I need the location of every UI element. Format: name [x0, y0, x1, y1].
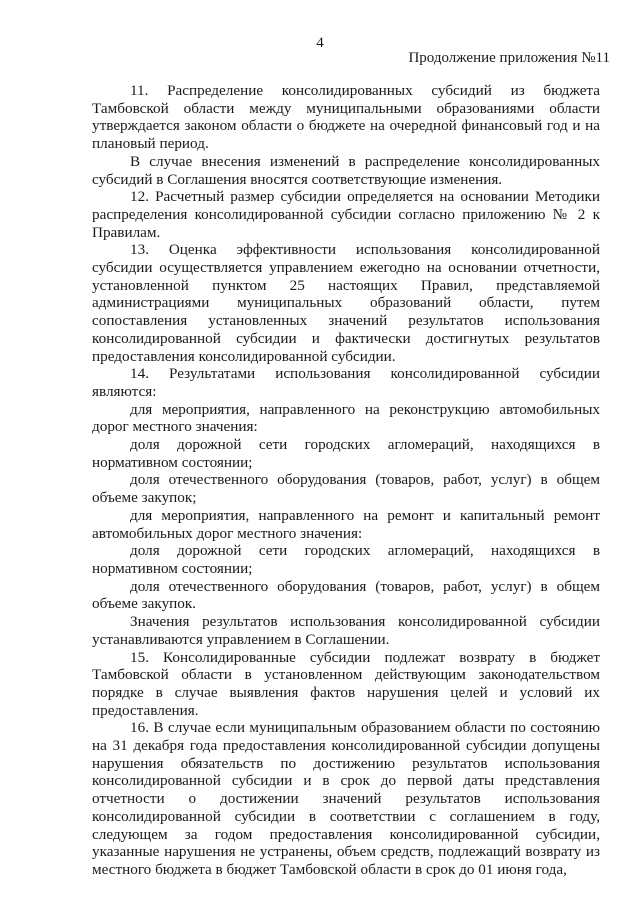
paragraph-15: 15. Консолидированные субсидии подлежат возврату в бюджет Тамбовской области в установленном действующим законодательством порядке в случае выявления фактов нарушения целей и условий их предоставления. — [92, 648, 600, 719]
list-item-repair: для мероприятия, направленного на ремонт и капитальный ремонт автомобильных дорог местного значения: — [92, 506, 600, 542]
paragraph-11: 11. Распределение консолидированных субсидий из бюджета Тамбовской области между муниципальными образованиями области утверждается законом области о бюджете на очередной финансовый год и на плановый период. — [92, 82, 600, 153]
list-item-reconstruction: для мероприятия, направленного на реконструкцию автомобильных дорог местного значения: — [92, 400, 600, 436]
paragraph-16: 16. В случае если муниципальным образованием области по состоянию на 31 декабря года предоставления консолидированной субсидии допущены нарушения обязательств по достижению результатов использования консолидированной субсидии и в срок до первой даты представления отчетности о достижении значений результатов использования консолидированной субсидии в соответствии с соглашением в году, следующем за годом предоставления консолидированной субсидии, указанные нарушения не устранены, объем средств, подлежащий возврату из местного бюджета в бюджет Тамбовской области в срок до 01 июня года, — [92, 719, 600, 878]
paragraph-14: 14. Результатами использования консолидированной субсидии являются: — [92, 365, 600, 400]
paragraph-result-values: Значения результатов использования консолидированной субсидии устанавливаются управлением в Соглашении. — [92, 613, 600, 648]
list-item-road-share-2: доля дорожной сети городских агломераций, находящихся в нормативном состоянии; — [92, 542, 600, 577]
list-item-equipment-share-1: доля отечественного оборудования (товаров, работ, услуг) в общем объеме закупок; — [92, 471, 600, 507]
paragraph-11-amendments: В случае внесения изменений в распределение консолидированных субсидий в Соглашения вносятся соответствующие изменения. — [92, 152, 600, 188]
paragraph-12: 12. Расчетный размер субсидии определяется на основании Методики распределения консолидированной субсидии согласно приложению № 2 к Правилам. — [92, 188, 600, 241]
appendix-title: Продолжение приложения №11 — [408, 50, 610, 66]
list-item-equipment-share-2: доля отечественного оборудования (товаров, работ, услуг) в общем объеме закупок. — [92, 577, 600, 613]
page-number: 4 — [316, 35, 324, 51]
list-item-road-share-1: доля дорожной сети городских агломераций, находящихся в нормативном состоянии; — [92, 436, 600, 471]
paragraph-13: 13. Оценка эффективности использования консолидированной субсидии осуществляется управлением ежегодно на основании отчетности, установленной пунктом 25 настоящих Правил, представляемой администрациями муниципальных образований области, путем сопоставления установленных значений результатов использования консолидированной субсидии и фактически достигнутых результатов предоставления консолидированной субсидии. — [92, 241, 600, 365]
document-body — [92, 82, 600, 879]
